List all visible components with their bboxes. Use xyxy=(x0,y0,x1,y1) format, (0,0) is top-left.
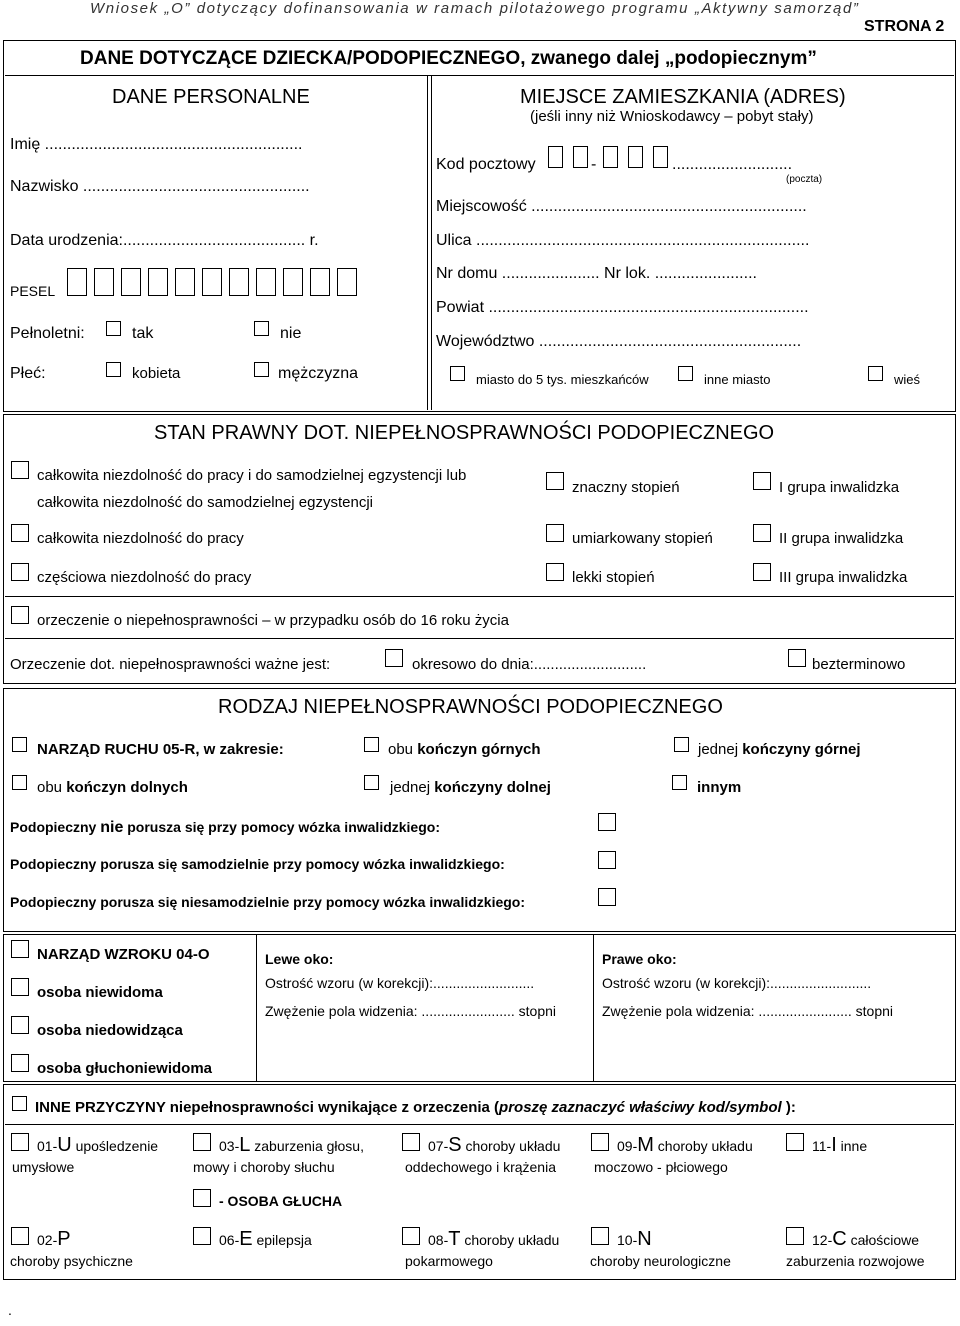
one-upper-limb-checkbox[interactable] xyxy=(674,737,689,752)
post-office-caption: (poczta) xyxy=(786,174,823,185)
code-01-U-label: 01-U upośledzenie xyxy=(37,1134,159,1156)
other-causes-title: INNE PRZYCZYNY niepełnosprawności wynikające z orzeczenia (proszę zaznaczyć właściwy kod/symbol ): xyxy=(35,1099,796,1116)
blind-checkbox[interactable] xyxy=(11,978,29,996)
adult-no-label: nie xyxy=(280,325,302,342)
total-incapacity-label-1: całkowita niezdolność do pracy i do samodzielnej egzystencji lub xyxy=(37,467,467,484)
code-07-S-checkbox[interactable] xyxy=(402,1133,420,1151)
legal-status-box xyxy=(3,414,956,684)
sex-label: Płeć: xyxy=(10,365,46,382)
city-field[interactable]: Miejscowość .............................................................. xyxy=(436,198,807,215)
code-09-M-checkbox[interactable] xyxy=(591,1133,609,1151)
one-lower-limb-checkbox[interactable] xyxy=(364,775,379,790)
form-header-title: Wniosek „O” dotyczący dofinansowania w ramach pilotażowego programu „Aktywny samorząd” xyxy=(90,0,860,17)
code-08-T-checkbox[interactable] xyxy=(402,1227,420,1245)
code-11-I-checkbox[interactable] xyxy=(786,1133,804,1151)
postal-digit-box[interactable] xyxy=(603,146,618,168)
code-02-P-checkbox[interactable] xyxy=(11,1227,29,1245)
partial-incapacity-checkbox[interactable] xyxy=(11,563,29,581)
no-wheelchair-checkbox[interactable] xyxy=(598,813,616,831)
total-incapacity-checkbox[interactable] xyxy=(11,461,29,479)
left-eye-label: Lewe oko: xyxy=(265,951,334,967)
moderate-degree-checkbox[interactable] xyxy=(546,524,564,542)
code-06-E-checkbox[interactable] xyxy=(193,1227,211,1245)
temporary-checkbox[interactable] xyxy=(385,649,403,667)
pesel-digit-box[interactable] xyxy=(175,268,195,296)
other-limb-label: innym xyxy=(697,779,742,796)
vision-label: NARZĄD WZROKU 04-O xyxy=(37,946,210,963)
code-10-N-checkbox[interactable] xyxy=(591,1227,609,1245)
pesel-digit-box[interactable] xyxy=(67,268,87,296)
both-lower-limbs-checkbox[interactable] xyxy=(12,775,27,790)
both-lower-limbs-label: obu kończyn dolnych xyxy=(37,779,188,796)
postal-dash: - xyxy=(591,156,597,173)
legal-status-title: STAN PRAWNY DOT. NIEPEŁNOSPRAWNOŚCI PODOPIECZNEGO xyxy=(154,422,775,444)
postal-digit-box[interactable] xyxy=(653,146,668,168)
locomotor-label: NARZĄD RUCHU 05-R, w zakresie: xyxy=(37,741,284,758)
blind-label: osoba niewidoma xyxy=(37,984,163,1001)
code-08-T-label: 08-T choroby układu xyxy=(428,1228,560,1250)
mild-degree-checkbox[interactable] xyxy=(546,563,564,581)
group-2-label: II grupa inwalidzka xyxy=(779,530,904,547)
postal-digit-box[interactable] xyxy=(573,146,588,168)
code-02-P-label: 02-P xyxy=(37,1228,71,1250)
left-eye-field-narrowing[interactable]: Zwężenie pola widzenia: ........................ stopni xyxy=(265,1003,557,1019)
street-field[interactable]: Ulica ........................................................................... xyxy=(436,232,810,249)
disability-under16-checkbox[interactable] xyxy=(11,606,29,624)
pesel-digit-box[interactable] xyxy=(337,268,357,296)
total-incapacity-label-2: całkowita niezdolność do samodzielnej egzystencji xyxy=(37,494,374,511)
code-07-S-label: 07-S choroby układu xyxy=(428,1134,561,1156)
right-eye-acuity-field[interactable]: Ostrość wzoru (w korekcji):.......................... xyxy=(602,975,872,991)
voivodeship-field[interactable]: Województwo ........................................................... xyxy=(436,333,802,350)
female-checkbox[interactable] xyxy=(106,362,121,377)
postal-code-label: Kod pocztowy xyxy=(436,156,536,173)
pesel-digit-box[interactable] xyxy=(148,268,168,296)
group-3-label: III grupa inwalidzka xyxy=(779,569,908,586)
personal-data-title: DANE PERSONALNE xyxy=(112,86,310,108)
adult-label: Pełnoletni: xyxy=(10,325,85,342)
both-upper-limbs-label: obu kończyn górnych xyxy=(388,741,541,758)
code-10-N-label: 10-N xyxy=(617,1228,652,1250)
code-03-L-desc: mowy i choroby słuchu xyxy=(193,1159,335,1175)
code-02-P-desc: choroby psychiczne xyxy=(10,1253,133,1269)
disability-type-title: RODZAJ NIEPEŁNOSPRAWNOŚCI PODOPIECZNEGO xyxy=(218,696,723,718)
code-08-T-desc: pokarmowego xyxy=(405,1253,493,1269)
male-checkbox[interactable] xyxy=(254,362,269,377)
pesel-digit-box[interactable] xyxy=(310,268,330,296)
footer-dot: . xyxy=(8,1302,12,1318)
one-upper-limb-label: jednej kończyny górnej xyxy=(698,741,861,758)
pesel-label: PESEL xyxy=(10,283,56,299)
indefinite-label: bezterminowo xyxy=(812,656,906,673)
independent-wheelchair-checkbox[interactable] xyxy=(598,851,616,869)
deafblind-label: osoba głuchoniewidoma xyxy=(37,1060,213,1077)
visually-impaired-checkbox[interactable] xyxy=(11,1016,29,1034)
page-number: STRONA 2 xyxy=(864,18,945,35)
code-01-U-desc: umysłowe xyxy=(12,1159,75,1175)
other-city-label: inne miasto xyxy=(704,372,771,387)
first-name-field[interactable]: Imię .......................................................... xyxy=(10,136,303,153)
house-number-field[interactable]: Nr domu ...................... Nr lok. ....................... xyxy=(436,265,757,282)
small-town-label: miasto do 5 tys. mieszkańców xyxy=(476,372,649,387)
vision-checkbox[interactable] xyxy=(11,940,29,958)
validity-label: Orzeczenie dot. niepełnosprawności ważne jest: xyxy=(10,656,331,673)
work-incapacity-label: całkowita niezdolność do pracy xyxy=(37,530,244,547)
code-09-M-label: 09-M choroby układu xyxy=(617,1134,753,1156)
pesel-digit-box[interactable] xyxy=(202,268,222,296)
postal-digit-box[interactable] xyxy=(628,146,643,168)
left-eye-acuity-field[interactable]: Ostrość wzoru (w korekcji):.......................... xyxy=(265,975,535,991)
pesel-digit-box[interactable] xyxy=(283,268,303,296)
assisted-wheelchair-label: Podopieczny porusza się niesamodzielnie przy pomocy wózka inwalidzkiego: xyxy=(10,894,526,910)
code-01-U-checkbox[interactable] xyxy=(11,1133,29,1151)
code-12-C-desc: zaburzenia rozwojowe xyxy=(786,1253,925,1269)
birth-date-field[interactable]: Data urodzenia:......................................... r. xyxy=(10,232,319,249)
group-2-checkbox[interactable] xyxy=(753,524,771,542)
code-07-S-desc: oddechowego i krążenia xyxy=(405,1159,556,1175)
male-label: mężczyzna xyxy=(278,365,359,382)
deaf-label: - OSOBA GŁUCHA xyxy=(219,1193,343,1209)
pesel-digit-box[interactable] xyxy=(229,268,249,296)
mild-degree-label: lekki stopień xyxy=(572,569,655,586)
code-12-C-label: 12-C całościowe xyxy=(812,1228,920,1250)
both-upper-limbs-checkbox[interactable] xyxy=(364,737,379,752)
right-eye-label: Prawe oko: xyxy=(602,951,677,967)
one-lower-limb-label: jednej kończyny dolnej xyxy=(390,779,551,796)
postal-digit-box[interactable] xyxy=(548,146,563,168)
group-3-checkbox[interactable] xyxy=(753,563,771,581)
locomotor-checkbox[interactable] xyxy=(12,737,27,752)
visually-impaired-label: osoba niedowidząca xyxy=(37,1022,183,1039)
significant-degree-checkbox[interactable] xyxy=(546,472,564,490)
address-subtitle: (jeśli inny niż Wnioskodawcy – pobyt stały) xyxy=(530,108,814,125)
other-city-checkbox[interactable] xyxy=(678,366,693,381)
village-checkbox[interactable] xyxy=(868,366,883,381)
temporary-until-field[interactable]: okresowo do dnia:........................... xyxy=(412,656,647,673)
county-field[interactable]: Powiat ........................................................................ xyxy=(436,299,809,316)
right-eye-field-narrowing[interactable]: Zwężenie pola widzenia: ........................ stopni xyxy=(602,1003,894,1019)
deaf-checkbox[interactable] xyxy=(193,1189,211,1207)
moderate-degree-label: umiarkowany stopień xyxy=(572,530,713,547)
pesel-digit-box[interactable] xyxy=(121,268,141,296)
no-wheelchair-label: Podopieczny nie porusza się przy pomocy wózka inwalidzkiego: xyxy=(10,819,440,836)
group-1-label: I grupa inwalidzka xyxy=(779,479,900,496)
code-11-I-label: 11-I inne xyxy=(812,1134,868,1156)
indefinite-checkbox[interactable] xyxy=(788,649,806,667)
code-09-M-desc: moczowo - płciowego xyxy=(594,1159,728,1175)
small-town-checkbox[interactable] xyxy=(450,366,465,381)
disability-under16-label: orzeczenie o niepełnosprawności – w przypadku osób do 16 roku życia xyxy=(37,612,509,629)
deafblind-checkbox[interactable] xyxy=(11,1054,29,1072)
code-12-C-checkbox[interactable] xyxy=(786,1227,804,1245)
assisted-wheelchair-checkbox[interactable] xyxy=(598,888,616,906)
address-title: MIEJSCE ZAMIESZKANIA (ADRES) xyxy=(520,86,846,108)
female-label: kobieta xyxy=(132,365,181,382)
code-03-L-label: 03-L zaburzenia głosu, xyxy=(219,1134,364,1156)
post-office-field[interactable]: ........................... xyxy=(672,156,793,173)
adult-yes-label: tak xyxy=(132,325,154,342)
independent-wheelchair-label: Podopieczny porusza się samodzielnie przy pomocy wózka inwalidzkiego: xyxy=(10,856,505,872)
other-limb-checkbox[interactable] xyxy=(672,775,687,790)
pesel-digit-box[interactable] xyxy=(256,268,276,296)
adult-yes-checkbox[interactable] xyxy=(106,321,121,336)
pesel-digit-box[interactable] xyxy=(94,268,114,296)
significant-degree-label: znaczny stopień xyxy=(572,479,680,496)
partial-incapacity-label: częściowa niezdolność do pracy xyxy=(37,569,252,586)
work-incapacity-checkbox[interactable] xyxy=(11,524,29,542)
village-label: wieś xyxy=(894,372,921,387)
code-10-N-desc: choroby neurologiczne xyxy=(590,1253,731,1269)
section-title: DANE DOTYCZĄCE DZIECKA/PODOPIECZNEGO, zwanego dalej „podopiecznym” xyxy=(80,48,817,69)
adult-no-checkbox[interactable] xyxy=(254,321,269,336)
code-03-L-checkbox[interactable] xyxy=(193,1133,211,1151)
code-06-E-label: 06-E epilepsja xyxy=(219,1228,312,1250)
other-causes-checkbox[interactable] xyxy=(12,1096,27,1111)
group-1-checkbox[interactable] xyxy=(753,472,771,490)
last-name-field[interactable]: Nazwisko ................................................... xyxy=(10,178,310,195)
